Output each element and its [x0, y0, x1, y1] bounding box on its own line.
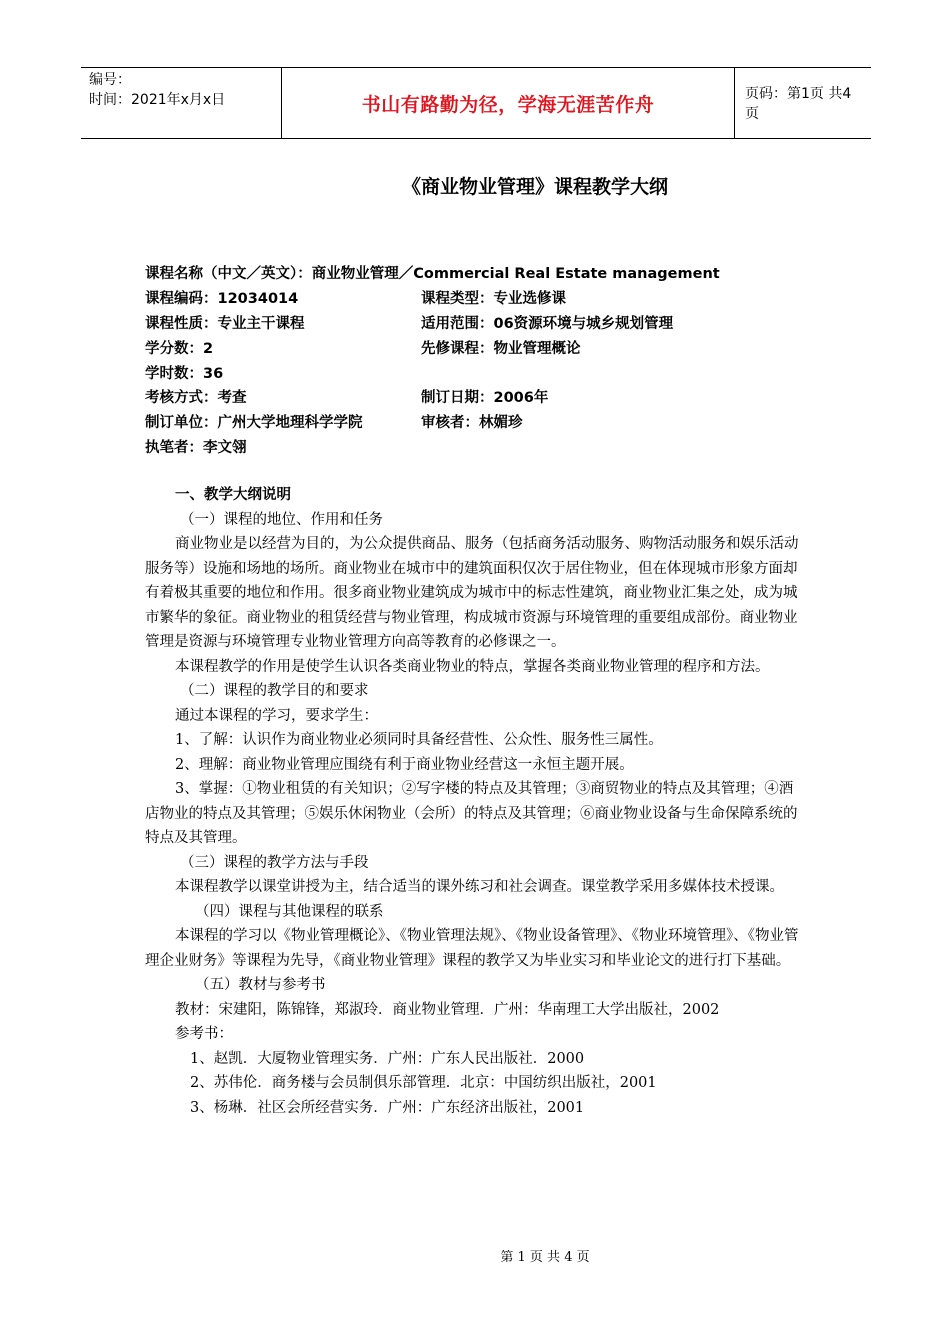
- list-item: 1、了解：认识作为商业物业必须同时具备经营性、公众性、服务性三属性。: [175, 732, 663, 748]
- course-nature-row: [145, 312, 674, 337]
- reference-item: 3、杨琳．社区会所经营实务．广州：广东经济出版社，2001: [190, 1099, 585, 1116]
- reference-item: 1、赵凯．大厦物业管理实务．广州：广东人民出版社．2000: [190, 1050, 585, 1067]
- list-item: 3、掌握：①物业租赁的有关知识；②写字楼的特点及其管理；③商贸物业的特点及其管理；④酒店物业的特点及其管理；⑤娱乐休闲物业（会所）的特点及其管理；⑥商业物业设备与生命保障系统的特点及其管理。: [145, 781, 798, 846]
- header-page-cell: [735, 68, 871, 138]
- paragraph: 本课程教学的作用是使学生认识各类商业物业的特点，掌握各类商业物业管理的程序和方法。: [175, 658, 770, 675]
- references-label: 参考书：: [175, 1026, 233, 1042]
- subsection-heading: （四）课程与其他课程的联系: [195, 903, 384, 920]
- page-header: [81, 67, 871, 139]
- course-code-row: [145, 287, 566, 312]
- paragraph: 商业物业是以经营为目的，为公众提供商品、服务（包括商务活动服务、购物活动服务和娱乐活动服务等）设施和场地的场所。商业物业在城市中的建筑面积仅次于居住物业，但在体现城市形象方面却有着极其重要的地位和作用。很多商业物业建筑成为城市中的标志性建筑，商业物业汇集之处，成为城市繁华的象征。商业物业的租赁经营与物业管理，构成城市资源与环境管理的重要组成部份。商业物业管理是资源与环境管理专业物业管理方向高等教育的必修课之一。: [145, 536, 799, 650]
- assessment-row: [145, 386, 549, 411]
- paragraph: 通过本课程的学习，要求学生：: [175, 707, 378, 724]
- page-info: 页码：第1页 共4页: [745, 86, 852, 122]
- course-unit: 制订单位：广州大学地理科学学院: [145, 415, 363, 431]
- course-prerequisite: 先修课程：物业管理概论: [421, 341, 581, 357]
- course-type: 课程类型：专业选修课: [421, 291, 566, 307]
- course-name: 课程名称（中文／英文）：商业物业管理／Commercial Real Estate management: [145, 266, 720, 282]
- course-credits: 学分数：2: [145, 341, 214, 357]
- header-motto-cell: [281, 68, 735, 138]
- textbook: 教材：宋建阳，陈锦锋，郑淑玲．商业物业管理．广州：华南理工大学出版社，2002: [175, 1001, 720, 1018]
- course-assessment: 考核方式：考查: [145, 390, 247, 406]
- paragraph: 本课程教学以课堂讲授为主，结合适当的课外练习和社会调查。课堂教学采用多媒体技术授课。: [175, 879, 784, 895]
- course-nature: 课程性质：专业主干课程: [145, 316, 305, 332]
- list-item: 2、理解：商业物业管理应围绕有利于商业物业经营这一永恒主题开展。: [175, 756, 634, 773]
- subsection-heading: （二）课程的教学目的和要求: [180, 683, 369, 699]
- course-author: 执笔者：李文翎: [145, 440, 247, 456]
- course-hours: 学时数：36: [145, 366, 224, 382]
- page-footer: 第 1 页 共 4 页: [500, 1250, 590, 1265]
- doc-date: 时间：2021年x月x日: [89, 92, 226, 108]
- reference-item: 2、苏伟伦．商务楼与会员制俱乐部管理．北京：中国纺织出版社，2001: [190, 1075, 657, 1091]
- document-title: 《商业物业管理》课程教学大纲: [401, 176, 668, 198]
- subsection-heading: （三）课程的教学方法与手段: [180, 854, 369, 871]
- course-scope: 适用范围：06资源环境与城乡规划管理: [421, 316, 674, 332]
- course-reviewer: 审核者：林媚珍: [421, 415, 523, 431]
- section-heading: 一、教学大纲说明: [175, 487, 291, 503]
- subsection-heading: （一）课程的地位、作用和任务: [180, 511, 383, 528]
- course-date: 制订日期：2006年: [421, 390, 549, 406]
- unit-row: [145, 411, 523, 436]
- syllabus-body: [145, 483, 805, 1120]
- motto-text: 书山有路勤为径，学海无涯苦作舟: [361, 93, 655, 116]
- paragraph: 本课程的学习以《物业管理概论》、《物业管理法规》、《物业设备管理》、《物业环境管理》、《物业管理企业财务》等课程为先导，《商业物业管理》课程的教学又为毕业实习和毕业论文的进行打下基础。: [145, 928, 799, 969]
- subsection-heading: （五）教材与参考书: [195, 977, 326, 993]
- doc-number-label: 编号：: [89, 72, 131, 88]
- course-code: 课程编码：12034014: [145, 291, 299, 307]
- credits-row: [145, 337, 581, 362]
- header-info-cell: [81, 68, 281, 138]
